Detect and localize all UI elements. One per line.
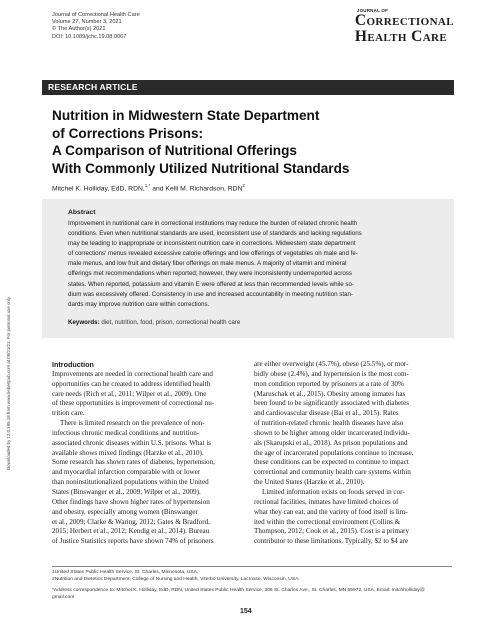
author-1[interactable]: Mitchel K. Holliday, EdD, RDN, (52, 185, 145, 193)
body-line: associated chronic diseases within U.S. prisons. What is (52, 438, 212, 447)
body-line: There is limited research on the prevalence of non- (60, 419, 205, 428)
body-line: of nutrition-related chronic health diseases have also (254, 419, 404, 428)
body-line: Limited information exists on foods served in cor- (262, 487, 405, 496)
journal-name: Journal of Correctional Health Care (52, 12, 140, 18)
keywords-label: Keywords: (68, 319, 100, 326)
logo-small-text: JOURNAL OF (356, 8, 389, 13)
body-column-left (52, 360, 240, 547)
abstract-line: offerings met recommendations when reported; however, they were inconsistently underreported across (68, 270, 352, 278)
body-line: infectious chronic medical conditions and nutrition- (52, 428, 200, 437)
body-line: are either overweight (45.7%), obese (25.5%), or mor- (254, 360, 409, 368)
body-line: and myocardial infarction comparable with or lower (52, 468, 201, 477)
abstract-line: dium was excessively offered. Consistency in use and increased accountability in meeting nutrition stan- (68, 290, 354, 298)
logo-line-2: Health Care (354, 28, 448, 45)
abstract-line: conditions. Even when nutritional standards are used, inconsistent use of standards and lacking regulations (68, 230, 362, 238)
footnotes (52, 569, 452, 601)
body-line: correctional and community health care systems within (254, 468, 411, 477)
logo-line-1: Correctional (354, 12, 454, 29)
body-line: als (Skarupski et al., 2018). As prison populations and (254, 438, 408, 447)
abstract-line: dards may improve nutrition care within corrections. (68, 300, 210, 308)
article-type-label: RESEARCH ARTICLE (48, 82, 138, 92)
body-column-right (254, 360, 442, 547)
article-type-banner (42, 80, 454, 95)
body-line: States (Binswanger et al., 2009; Wilper et al., 2009). (52, 487, 201, 496)
journal-meta (52, 12, 140, 41)
journal-volume: Volume 27, Number 3, 2021 (52, 19, 122, 26)
author-2[interactable]: and Kelli M. Richardson, RDN (150, 185, 243, 193)
author-list (52, 183, 245, 192)
body-line: been found to be significantly associated with diabetes (254, 399, 410, 408)
body-line: ited within the correctional environment (Collins & (254, 517, 401, 526)
abstract-line: of corrections' menus revealed excessive calorie offerings and low offerings of vegetables on male and fe- (68, 250, 358, 258)
body-line: bidly obese (2.4%), and hypertension is the most com- (254, 369, 409, 378)
body-line: (Maruschak et al., 2015). Obesity among inmates has (254, 389, 406, 398)
abstract-line: states. When reported, potassium and vitamin E were offered at less than recommended levels while so- (68, 280, 355, 288)
body-line: Thompson, 2012; Cook et al., 2015). Cost is a primary (254, 527, 410, 536)
body-line: what they can eat, and the variety of food itself is lim- (254, 507, 408, 516)
body-line: et al., 2009; Clarke & Waring, 2012; Gates & Bradford, (52, 517, 210, 526)
footnote-affiliation-1: 1United States Public Health Service, St. Charles, Minnesota, USA. (52, 570, 199, 575)
abstract-text (68, 219, 444, 310)
doi[interactable]: DOI: 10.1089/jchc.19.08.0067 (52, 33, 127, 40)
title-line: With Commonly Utilized Nutritional Standards (52, 160, 350, 176)
journal-logo (355, 8, 454, 45)
body-line: the United States (Harzke et al., 2010). (254, 478, 365, 487)
abstract-line: male menus, and low fruit and dietary fiber offerings on male menus. A majority of vitamin and mineral (68, 260, 347, 268)
body-line: Some research has shown rates of diabetes, hypertension, (52, 458, 215, 467)
body-line: available shows mixed findings (Harzke et al., 2010). (52, 448, 204, 457)
keywords-list: diet, nutrition, food, prison, correctional health care (99, 319, 241, 326)
footnote-affiliation-2: 2Nutrition and Dietetics Department, College of Nursing and Health, Viterbo University, Lacrosse, Wisconsin, USA. (52, 577, 300, 582)
abstract-line: Improvement in nutritional care in correctional institutions may reduce the burden of related chronic health (68, 220, 358, 227)
title-line: Nutrition in Midwestern State Department (52, 108, 320, 123)
title-line: of Corrections Prisons: (52, 125, 204, 141)
abstract-line: may be leading to inappropriate or inconsistent nutrition care in corrections. Midwestern state department (68, 240, 356, 248)
body-line: mon condition reported by prisoners at a rate of 30% (254, 379, 404, 388)
footnote-email[interactable]: gmail.com (52, 595, 75, 600)
body-line: rectional facilities, inmates have limited choices of (254, 497, 399, 506)
title-line: A Comparison of Nutritional Offerings (52, 143, 297, 158)
author-2-affil: 2 (242, 183, 245, 188)
body-line: 2015; Herbert et al., 2012; Kendig et al., 2014). Bureau (52, 527, 210, 536)
body-line: shown to be higher among older incarcerated individu- (254, 428, 410, 437)
body-line: Improvements are needed in correctional health care and (52, 369, 213, 378)
body-line: opportunities can be created to address identified health (52, 379, 211, 388)
keywords (68, 319, 240, 326)
body-line: of Justice Statistics reports have shown 74% of prisoners (52, 537, 214, 546)
body-line: Other findings have shown higher rates of hypertension (52, 497, 210, 506)
author-1-affil: 1,* (144, 183, 151, 188)
body-line: the age of incarcerated populations continue to increase, (254, 448, 414, 457)
body-line: care needs (Rich et al., 2011; Wilper et al., 2009). One (52, 389, 207, 398)
footnote-divider (52, 566, 452, 567)
body-line: and cardiovascular disease (Bai et al., 2015). Rates (254, 409, 399, 418)
copyright: © The Author(s) 2021 (52, 26, 106, 33)
abstract-heading: Abstract (68, 209, 96, 216)
page-number: 154 (240, 608, 252, 615)
body-line: of these opportunities is improvement of correctional nu- (52, 399, 215, 408)
body-line: trition care. (52, 409, 85, 418)
download-watermark: Downloaded by 12.0.195.18 from www.liebertpub.com at 09/21/21. For personal use only. (6, 296, 11, 470)
footnote-correspondence: *Address correspondence to: Mitchel K. Holliday, EdD, RDN, United States Public Health Service, 306 St. Charles Ave., St. Charles, MN 55972, USA, Email: mitchholliday@ (52, 588, 425, 593)
body-line: than noninstitutionalized populations within the United (52, 478, 209, 487)
body-line: and obesity, especially among women (Binswanger (52, 507, 198, 516)
body-line: these conditions can be expected to continue to impact (254, 458, 409, 467)
article-title (52, 107, 442, 177)
body-line: contributor to these limitations. Typically, $2 to $4 are (254, 537, 409, 546)
section-heading-introduction: Introduction (52, 360, 94, 369)
